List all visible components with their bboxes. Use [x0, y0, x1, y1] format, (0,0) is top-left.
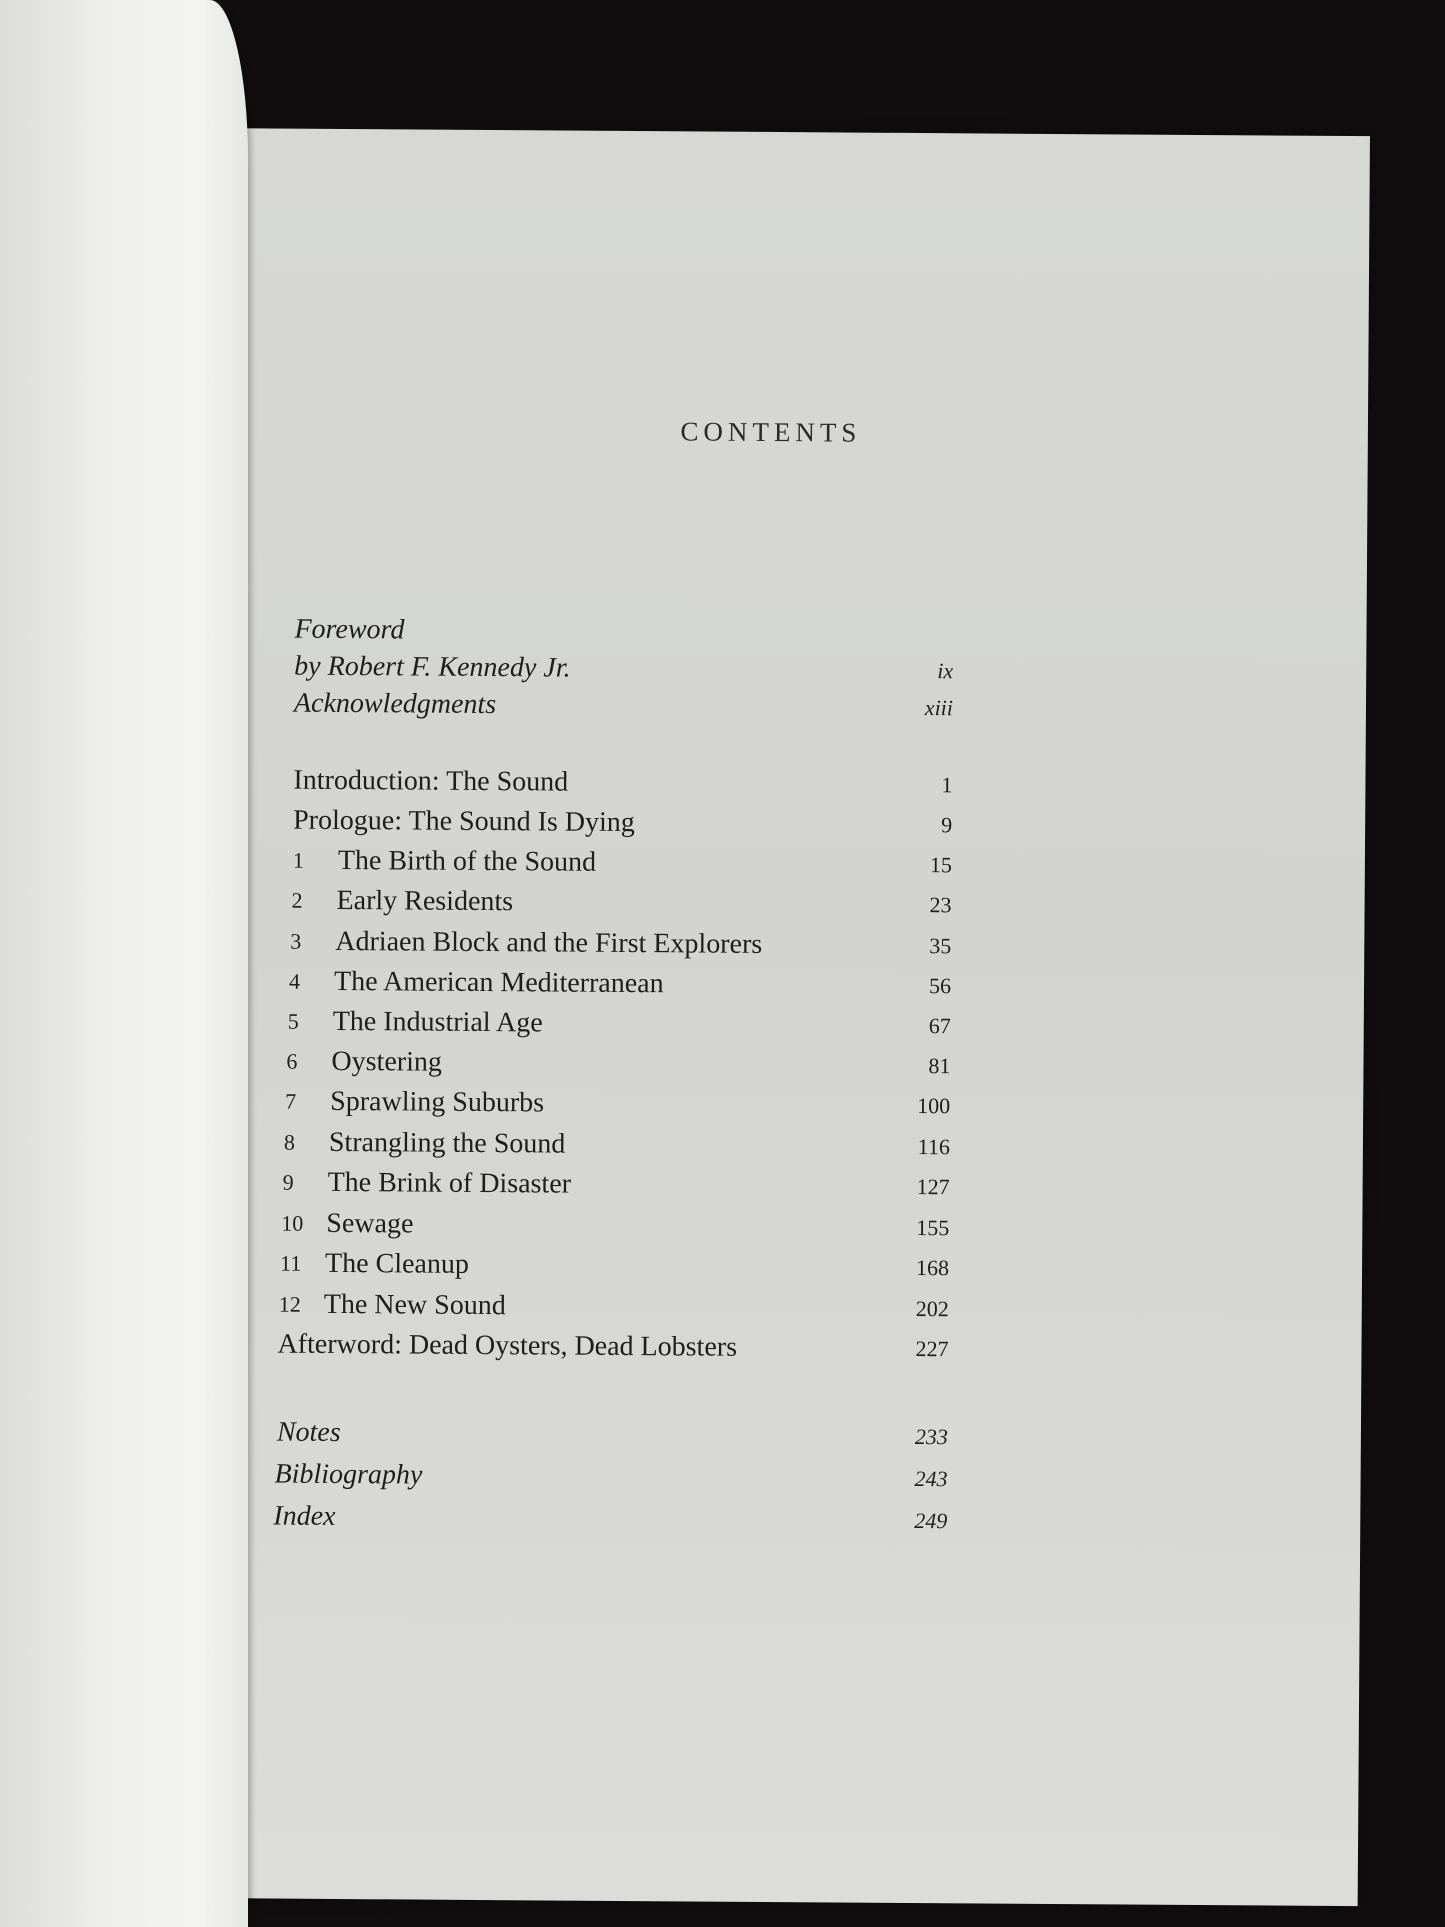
- toc-title: Prologue: The Sound Is Dying: [293, 804, 635, 839]
- toc-page-number: 227: [915, 1336, 949, 1362]
- toc-page-number: 23: [929, 892, 952, 918]
- toc-page-number: 202: [915, 1296, 949, 1322]
- toc-title: The Birth of the Sound: [337, 844, 597, 878]
- toc-title: Adriaen Block and the First Explorers: [335, 925, 763, 960]
- chapter-number: 11: [279, 1250, 302, 1276]
- page-title: CONTENTS: [680, 416, 862, 448]
- toc-entry: [192, 1205, 1362, 1249]
- toc-page-number: 233: [914, 1424, 948, 1450]
- toc-title: The Cleanup: [324, 1247, 470, 1280]
- toc-page-number: 243: [914, 1466, 948, 1492]
- toc-entry: [193, 1083, 1363, 1127]
- toc-page-number: 81: [928, 1053, 951, 1079]
- toc-page-number: 56: [928, 973, 952, 999]
- toc-page-number: 67: [928, 1013, 951, 1039]
- toc-entry: [193, 1164, 1363, 1208]
- toc-title: The Brink of Disaster: [327, 1166, 572, 1200]
- toc-page-number: [874, 616, 954, 617]
- toc-entry: [193, 1043, 1363, 1087]
- chapter-number: 7: [285, 1088, 297, 1114]
- toc-page-number: 1: [941, 772, 953, 798]
- toc-page-number: 15: [929, 852, 952, 878]
- toc-entry: [195, 762, 1365, 806]
- toc-title: Afterword: Dead Oysters, Dead Lobsters: [277, 1328, 738, 1363]
- toc-title: Sewage: [326, 1207, 414, 1240]
- toc-page-number: 35: [929, 933, 952, 959]
- toc-front-acknowledgments: [196, 685, 1366, 729]
- chapter-number: 6: [286, 1048, 298, 1074]
- toc-page-number: 155: [916, 1215, 950, 1241]
- chapter-number: 4: [288, 968, 301, 994]
- toc-page-number: 9: [941, 812, 953, 838]
- toc-title: Foreword: [294, 613, 405, 646]
- toc-page-number: 116: [917, 1134, 950, 1160]
- chapter-number: 12: [278, 1291, 301, 1317]
- toc-entry: [191, 1326, 1361, 1370]
- toc-entry: [194, 1003, 1364, 1047]
- toc-title: Notes: [276, 1416, 341, 1449]
- toc-entry: [193, 1124, 1363, 1168]
- toc-entry: [195, 802, 1365, 846]
- chapter-number: 2: [291, 887, 303, 913]
- toc-entry: [194, 882, 1364, 926]
- toc-title: Index: [273, 1500, 336, 1532]
- toc-page-number: ix: [937, 658, 954, 684]
- chapter-number: 3: [290, 928, 302, 954]
- toc-entry: [192, 1245, 1362, 1289]
- toc-title: Bibliography: [274, 1458, 423, 1491]
- toc-title: Oystering: [331, 1045, 443, 1078]
- facing-page: [0, 0, 248, 1927]
- chapter-number: 8: [283, 1129, 296, 1155]
- contents-page: [188, 128, 1370, 1906]
- toc-back-notes: [191, 1414, 1361, 1458]
- toc-page-number: 127: [916, 1174, 950, 1200]
- toc-back-index: [190, 1498, 1360, 1542]
- toc-title: Introduction: The Sound: [293, 764, 569, 798]
- toc-back-bibliography: [190, 1456, 1360, 1500]
- toc-entry: [194, 963, 1364, 1007]
- toc-entry: [195, 842, 1365, 886]
- toc-title: Acknowledgments: [293, 687, 497, 721]
- toc-entry: [192, 1286, 1362, 1330]
- toc-page-number: 168: [915, 1255, 950, 1281]
- toc-title: Strangling the Sound: [328, 1126, 566, 1160]
- toc-page-number: 249: [914, 1508, 948, 1534]
- toc-title: Sprawling Suburbs: [330, 1085, 545, 1119]
- toc-title: Early Residents: [336, 884, 514, 918]
- toc-title: The New Sound: [323, 1288, 506, 1322]
- chapter-number: 9: [282, 1169, 294, 1195]
- toc-page-number: 100: [917, 1093, 951, 1119]
- chapter-number: 1: [292, 847, 304, 873]
- toc-title: The Industrial Age: [332, 1005, 543, 1039]
- chapter-number: 10: [281, 1210, 304, 1236]
- chapter-number: 5: [287, 1008, 299, 1034]
- toc-entry: [194, 923, 1364, 967]
- toc-title: by Robert F. Kennedy Jr.: [294, 650, 571, 684]
- toc-page-number: xiii: [924, 695, 954, 721]
- toc-title: The American Mediterranean: [333, 965, 664, 1000]
